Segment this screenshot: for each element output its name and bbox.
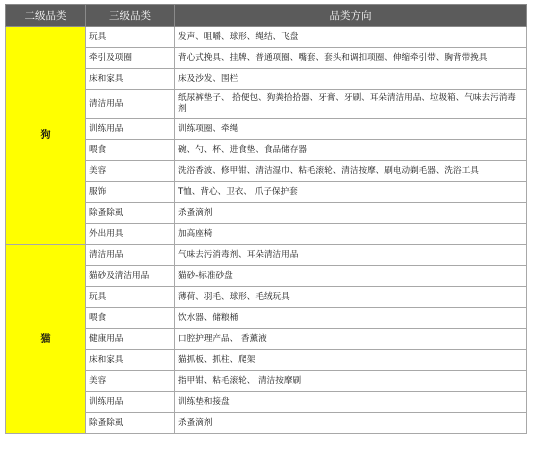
- subcategory-cell: 除蚤除虱: [86, 203, 175, 224]
- subcategory-cell: 喂食: [86, 308, 175, 329]
- table-row: [6, 245, 527, 266]
- direction-cell: 薄荷、羽毛、球形、毛绒玩具: [175, 287, 527, 308]
- category-table-container: [5, 4, 527, 434]
- category-table: [5, 4, 527, 434]
- group-cat: 猫: [6, 245, 86, 434]
- direction-cell: 碗、勺、杯、进食垫、食品储存器: [175, 140, 527, 161]
- direction-cell: 气味去污消毒剂、耳朵清洁用品: [175, 245, 527, 266]
- direction-cell: 洗浴香波、修甲钳、清洁湿巾、粘毛滚轮、清洁按摩、刷电动剃毛器、洗浴工具: [175, 161, 527, 182]
- direction-cell: 训练垫和接盘: [175, 392, 527, 413]
- table-row: [6, 27, 527, 48]
- subcategory-cell: 牵引及项圈: [86, 48, 175, 69]
- subcategory-cell: 训练用品: [86, 392, 175, 413]
- direction-cell: T恤、背心、卫衣、 爪子保护套: [175, 182, 527, 203]
- subcategory-cell: 玩具: [86, 287, 175, 308]
- subcategory-cell: 美容: [86, 161, 175, 182]
- direction-cell: 口腔护理产品、 香薰液: [175, 329, 527, 350]
- direction-cell: 加高座椅: [175, 224, 527, 245]
- subcategory-cell: 服饰: [86, 182, 175, 203]
- header-level2: 二级品类: [6, 5, 86, 27]
- subcategory-cell: 美容: [86, 371, 175, 392]
- direction-cell: 背心式挽具、挂牌、普通项圈、嘴套、套头和调扣项圈、伸缩牵引带、胸背带挽具: [175, 48, 527, 69]
- subcategory-cell: 训练用品: [86, 119, 175, 140]
- subcategory-cell: 清洁用品: [86, 90, 175, 119]
- direction-cell: 指甲钳、粘毛滚轮、 清洁按摩刷: [175, 371, 527, 392]
- direction-cell: 饮水器、储粮桶: [175, 308, 527, 329]
- subcategory-cell: 除蚤除虱: [86, 413, 175, 434]
- subcategory-cell: 清洁用品: [86, 245, 175, 266]
- subcategory-cell: 猫砂及清洁用品: [86, 266, 175, 287]
- header-direction: 品类方向: [175, 5, 527, 27]
- header-row: [6, 5, 527, 27]
- direction-cell: 纸尿裤垫子、 拾便包、狗粪拾拾器、牙膏、牙刷、耳朵清洁用品、垃圾箱、气味去污消毒剂: [175, 90, 527, 119]
- direction-cell: 发声、咀嚼、球形、绳结、飞盘: [175, 27, 527, 48]
- group-dog: 狗: [6, 27, 86, 245]
- direction-cell: 猫砂-标准砂盘: [175, 266, 527, 287]
- direction-cell: 训练项圈、牵绳: [175, 119, 527, 140]
- subcategory-cell: 床和家具: [86, 350, 175, 371]
- header-level3: 三级品类: [86, 5, 175, 27]
- direction-cell: 杀蚤滴剂: [175, 203, 527, 224]
- subcategory-cell: 床和家具: [86, 69, 175, 90]
- subcategory-cell: 健康用品: [86, 329, 175, 350]
- direction-cell: 杀蚤滴剂: [175, 413, 527, 434]
- direction-cell: 床及沙发、围栏: [175, 69, 527, 90]
- direction-cell: 猫抓板、抓柱、爬架: [175, 350, 527, 371]
- subcategory-cell: 外出用具: [86, 224, 175, 245]
- subcategory-cell: 喂食: [86, 140, 175, 161]
- subcategory-cell: 玩具: [86, 27, 175, 48]
